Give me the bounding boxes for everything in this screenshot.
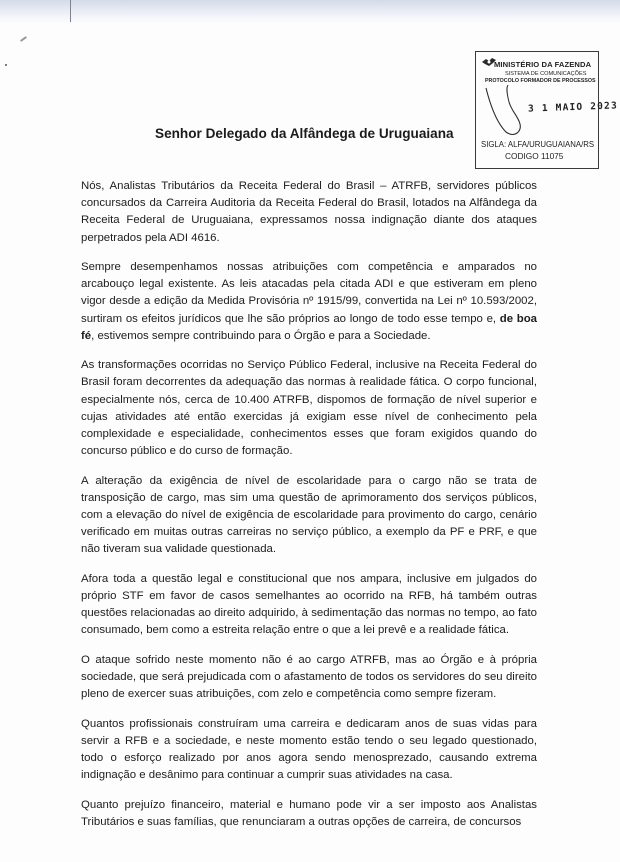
paragraph: Quantos profissionais construíram uma carreira e dedicaram anos de suas vidas para servir a RFB e a sociedade, e neste momento estão tendo o seu legado questionado, todo o esforço realizado por anos agora sendo menosprezado, causando extrema indignação e desânimo para continuar a cumprir suas atividades na casa. [81,717,537,782]
letter-salutation: Senhor Delegado da Alfândega de Uruguaiana [155,126,454,141]
paragraph: O ataque sofrido neste momento não é ao cargo ATRFB, mas ao Órgão e à própria sociedade, que será prejudicada com o afastamento de todos os servidores do seu direito pleno de exercer suas atribuições, com zelo e competência como sempre fizeram. [81,653,537,701]
paragraph: Sempre desempenhamos nossas atribuições com competência e amparados no arcabouço legal existente. As leis atacadas pela citada ADI e que estiveram em pleno vigor desde a edição da Medida Provisória nº 1915/99, convertida na Lei nº 10.593/2002, surtiram os efeitos jurídicos que lhe são próprios ao longo de todo esse tempo e, de boa fé, estivemos sempre contribuindo para o Órgão e para a Sociedade. [81,261,537,342]
bold-emphasis: de boa fé [81,312,537,342]
paragraph: Afora toda a questão legal e constitucional que nos ampara, inclusive em julgados do próprio STF em favor de casos semelhantes ao ocorrido na RFB, há também outras questões relacionadas ao direito adquirido, à sedimentação das normas no tempo, ao fato consumado, bem como a estreita relação entre o que a lei prevê e a realidade fática. [81,572,537,637]
scan-speck [5,64,7,66]
protocol-stamp [475,51,619,169]
letter-body [81,178,537,843]
stamp-system: SISTEMA DE COMUNICAÇÕES [505,71,587,77]
scan-top-band [0,0,620,24]
paragraph: As transformações ocorridas no Serviço Público Federal, inclusive na Receita Federal do Brasil foram decorrentes da adequação das normas à realidade fática. O corpo funcional, especialmente nós, cerca de 10.400 ATRFB, dispomos de formação de nível superior e cujas atividades até então exercidas já exigiam esse nível de conhecimento pela complexidade e especialidade, conhecimentos esses que foram exigidos quando do concurso público e do curso de formação. [81,359,537,458]
stamp-sigla: SIGLA: ALFA/URUGUAIANA/RS [481,140,595,149]
scan-margin-mark [70,0,71,22]
paragraph: Nós, Analistas Tributários da Receita Federal do Brasil – ATRFB, servidores públicos concursados da Carreira Auditoria da Receita Federal do Brasil, lotados na Alfândega da Receita Federal de Uruguaiana, expressamos nossa indignação diante dos ataques perpetrados pela ADI 4616. [81,180,537,244]
stamp-ministry: MINISTÉRIO DA FAZENDA [494,60,592,69]
stamp-protocol: PROTOCOLO FORMADOR DE PROCESSOS [485,78,596,84]
pencil-mark [20,36,27,42]
stamp-codigo: CODIGO 11075 [505,151,564,161]
stamp-date: 3 1 MAIO 2023 [527,100,619,115]
paragraph: Quanto prejuízo financeiro, material e humano pode vir a ser imposto aos Analistas Tributários e suas famílias, que renunciaram a outras opções de carreira, de concursos [81,798,537,828]
paragraph: A alteração da exigência de nível de escolaridade para o cargo não se trata de transposição de cargo, mas sim uma questão de aprimoramento dos serviços públicos, com a elevação do nível de exigência de escolaridade para provimento do cargo, cenário verificado em muitas outras carreiras no serviço público, a exemplo da PF e PRF, e que não tiveram sua validade questionada. [81,474,537,556]
